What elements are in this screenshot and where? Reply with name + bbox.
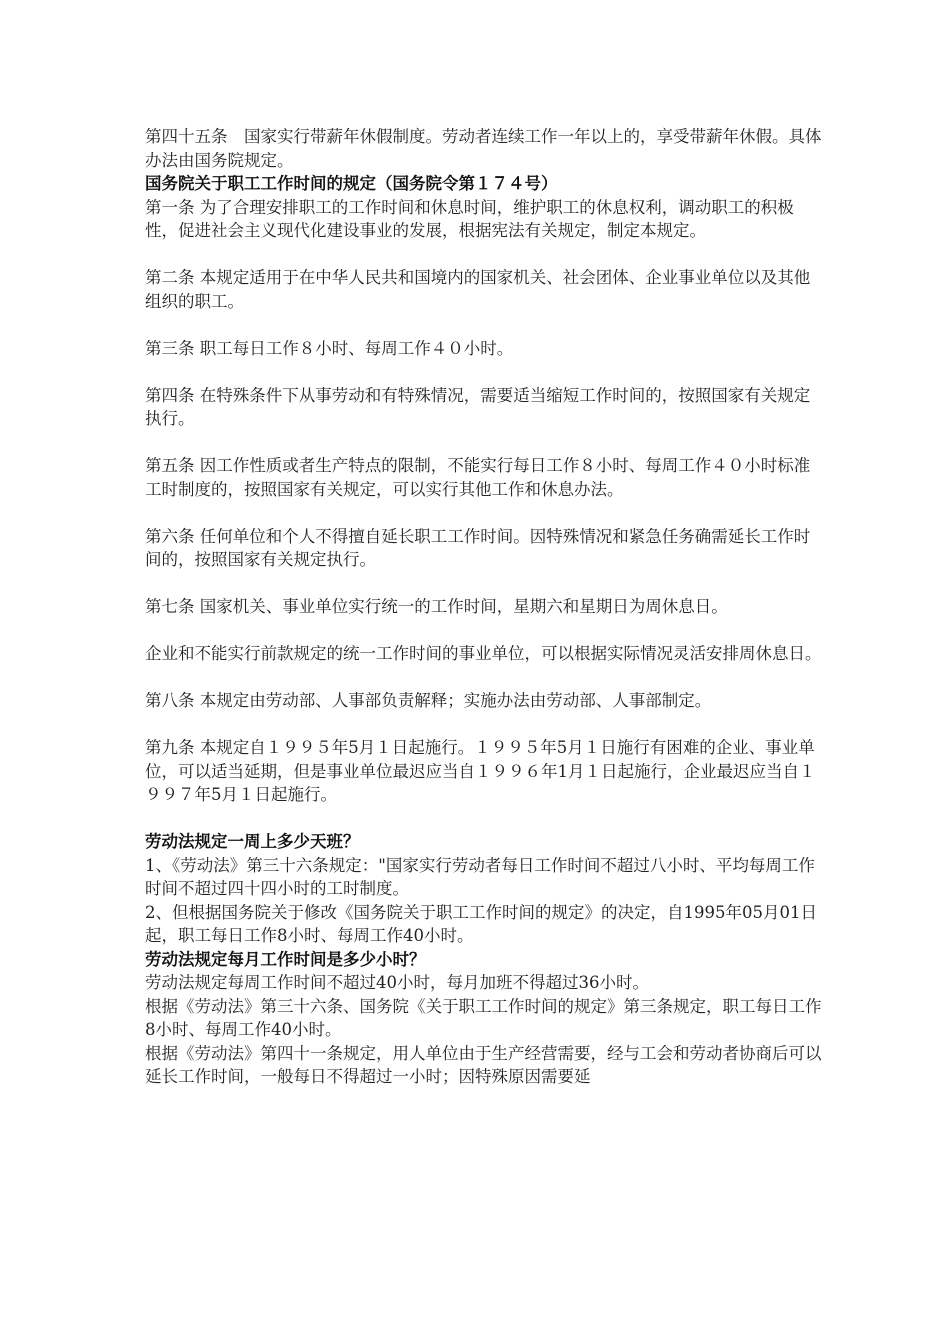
regulation-article-1: 第一条 为了合理安排职工的工作时间和休息时间，维护职工的休息权利，调动职工的积极性，促进社会主义现代化建设事业的发展，根据宪法有关规定，制定本规定。 [145, 197, 794, 240]
regulation-article-4: 第四条 在特殊条件下从事劳动和有特殊情况，需要适当缩短工作时间的，按照国家有关规定执行。 [145, 385, 811, 428]
answer-monthly-hours-basis: 根据《劳动法》第三十六条、国务院《关于职工工作时间的规定》第三条规定，职工每日工作8小时、每周工作40小时。 [145, 996, 822, 1039]
regulation-article-7-clause-2: 企业和不能实行前款规定的统一工作时间的事业单位，可以根据实际情况灵活安排周休息日。 [145, 644, 822, 663]
regulation-article-9: 第九条 本规定自１９９５年5月１日起施行。１９９５年5月１日施行有困难的企业、事业单位，可以适当延期，但是事业单位最迟应当自１９９６年1月１日起施行，企业最迟应当自１９９７年5月１日起施行。 [145, 738, 816, 804]
answer-monthly-hours-summary: 劳动法规定每周工作时间不超过40小时，每月加班不得超过36小时。 [145, 973, 649, 992]
question-weekly-days-heading: 劳动法规定一周上多少天班？ [145, 832, 360, 851]
question-monthly-hours-heading: 劳动法规定每月工作时间是多少小时？ [145, 949, 426, 969]
regulation-article-6: 第六条 任何单位和个人不得擅自延长职工工作时间。因特殊情况和紧急任务确需延长工作时间的，按照国家有关规定执行。 [145, 526, 811, 569]
regulation-article-2: 第二条 本规定适用于在中华人民共和国境内的国家机关、社会团体、企业事业单位以及其他组织的职工。 [145, 268, 811, 311]
regulation-title: 国务院关于职工工作时间的规定（国务院令第１７４号） [145, 174, 558, 193]
regulation-article-3: 第三条 职工每日工作８小时、每周工作４０小时。 [145, 338, 514, 358]
document-body [145, 125, 825, 1089]
regulation-article-7: 第七条 国家机关、事业单位实行统一的工作时间，星期六和星期日为周休息日。 [145, 597, 728, 616]
answer-weekly-days-point-1: 1、《劳动法》第三十六条规定："国家实行劳动者每日工作时间不超过八小时、平均每周工作时间不超过四十四小时的工时制度。 [145, 855, 815, 898]
regulation-article-5: 第五条 因工作性质或者生产特点的限制，不能实行每日工作８小时、每周工作４０小时标准工时制度的，按照国家有关规定，可以实行其他工作和休息办法。 [145, 456, 811, 499]
article-45: 第四十五条 国家实行带薪年休假制度。劳动者连续工作一年以上的，享受带薪年休假。具体办法由国务院规定。 [145, 127, 822, 170]
answer-weekly-days-point-2: 2、但根据国务院关于修改《国务院关于职工工作时间的规定》的决定，自1995年05月01日起，职工每日工作8小时、每周工作40小时。 [145, 902, 817, 945]
regulation-article-8: 第八条 本规定由劳动部、人事部负责解释；实施办法由劳动部、人事部制定。 [145, 691, 712, 710]
answer-overtime-rule: 根据《劳动法》第四十一条规定，用人单位由于生产经营需要，经与工会和劳动者协商后可以延长工作时间，一般每日不得超过一小时；因特殊原因需要延 [145, 1043, 822, 1086]
